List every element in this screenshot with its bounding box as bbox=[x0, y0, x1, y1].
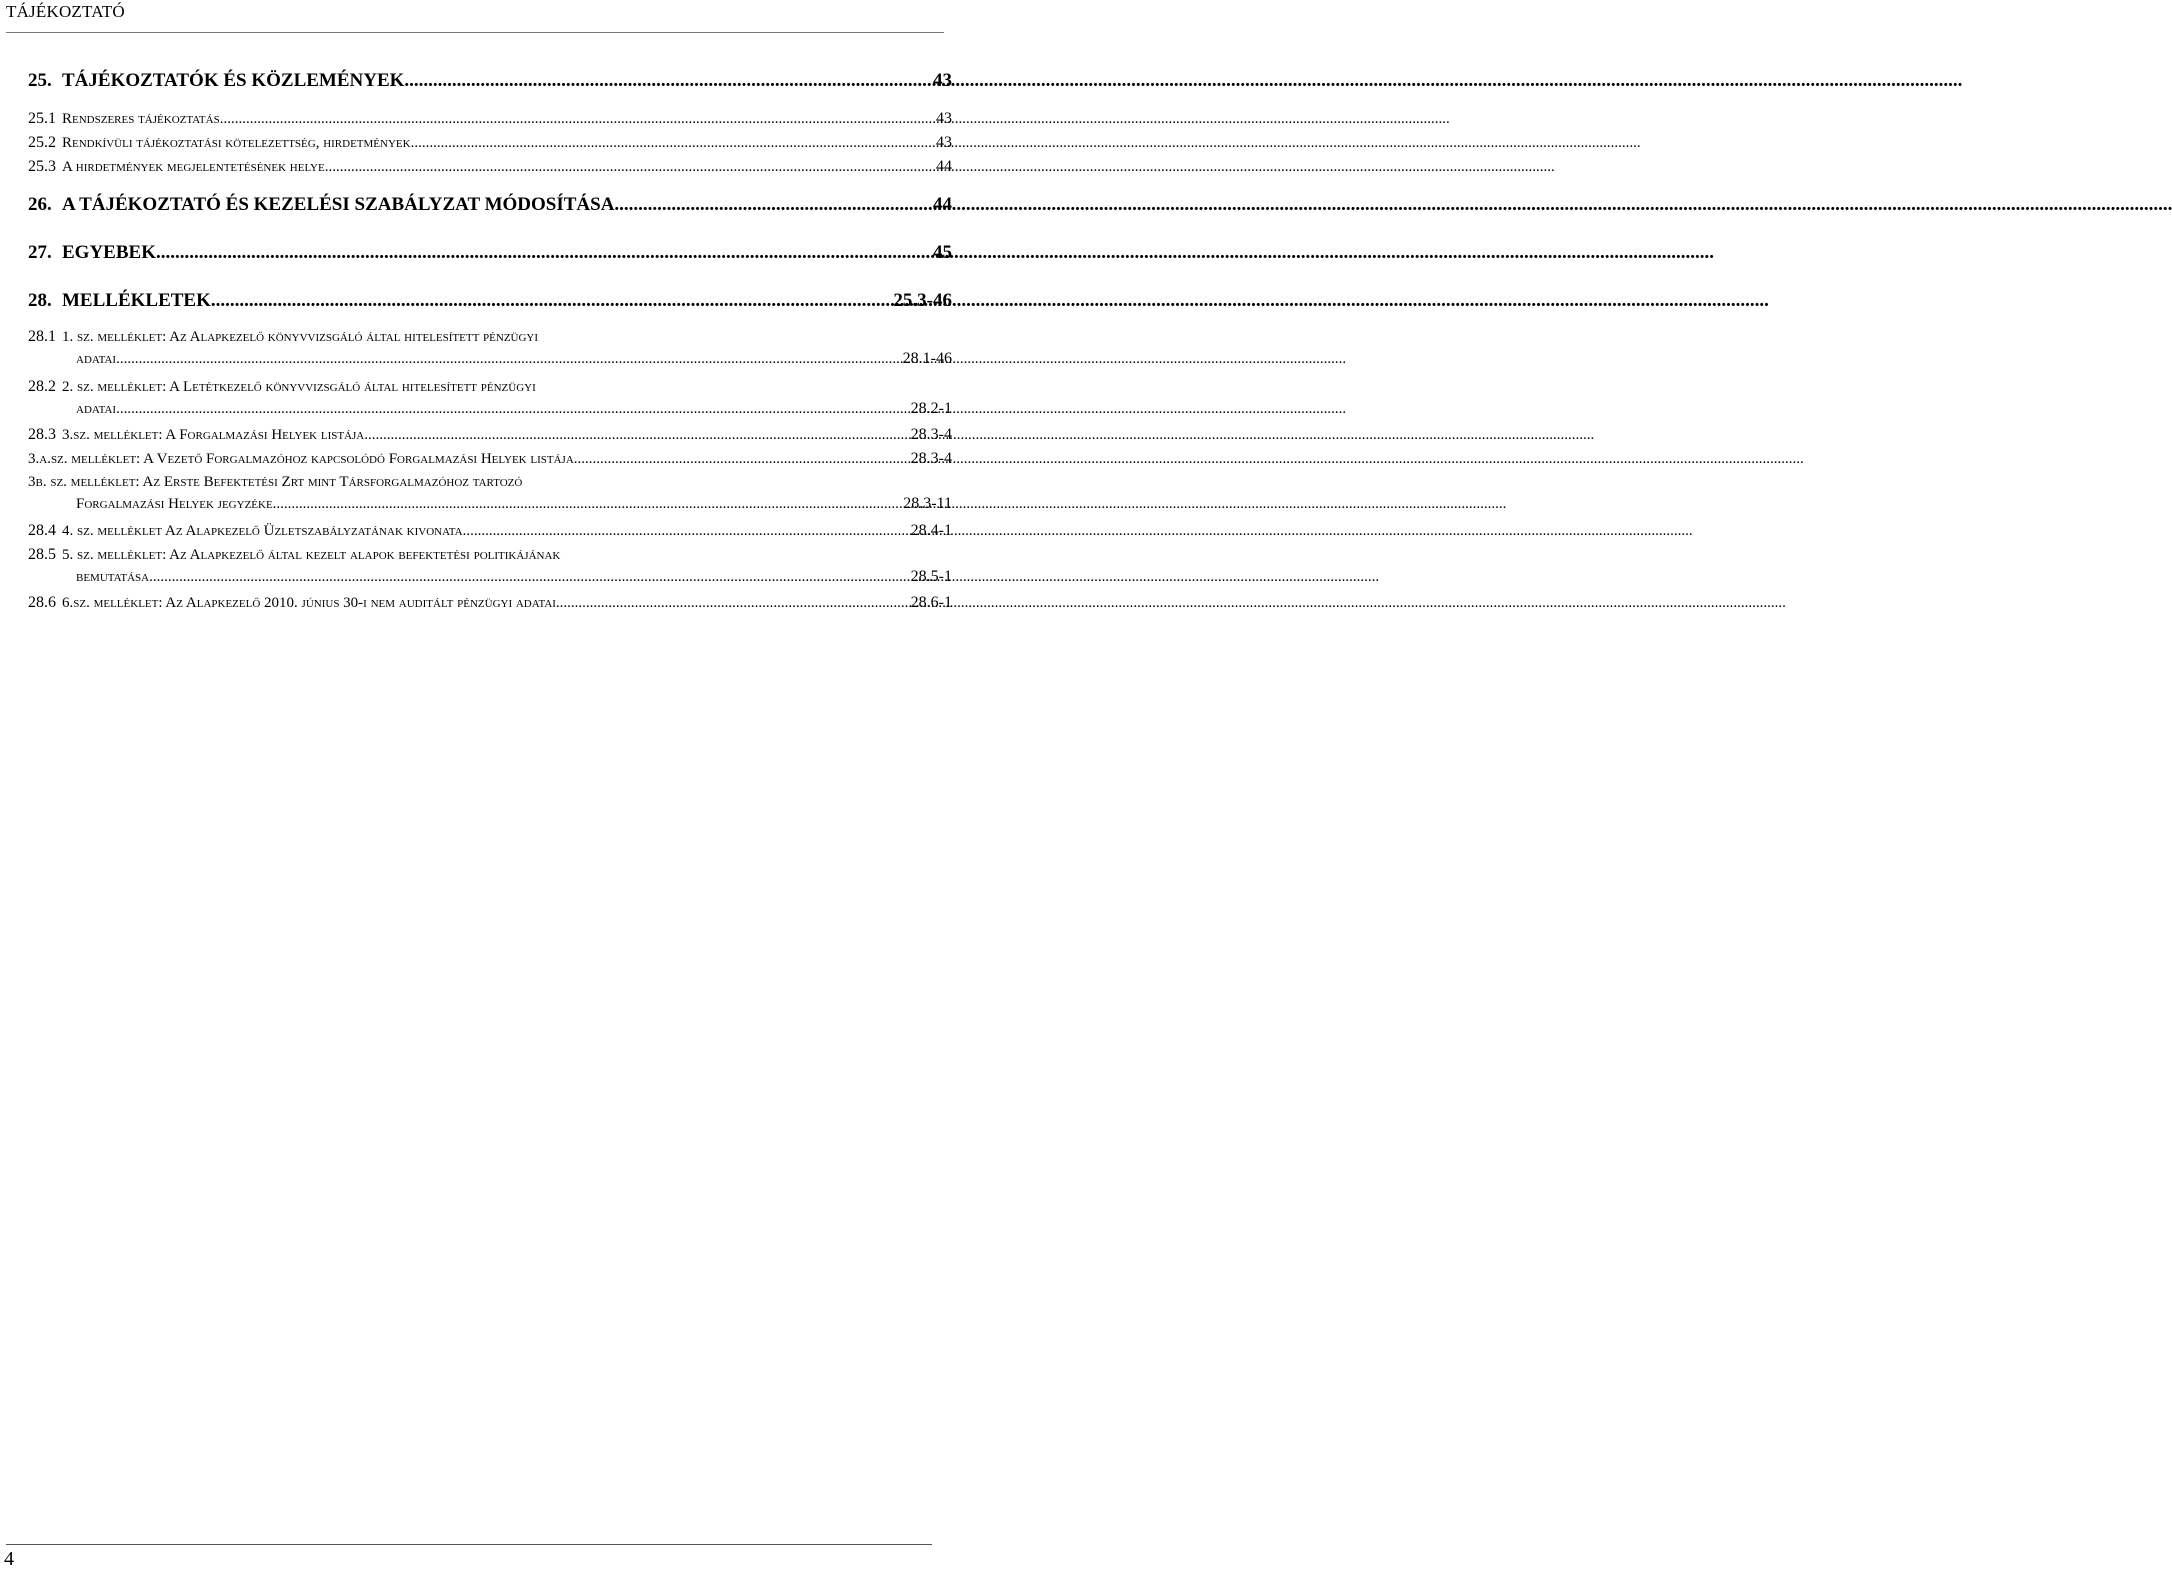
toc-leader bbox=[116, 401, 911, 418]
toc-entry-3a[interactable] bbox=[28, 450, 952, 468]
toc-title: MELLÉKLETEK bbox=[62, 290, 211, 311]
toc-title: 5. sz. melléklet: Az Alapkezelő által kezelt alapok befektetési politikájának bbox=[62, 547, 561, 563]
toc-title: A TÁJÉKOZTATÓ ÉS KEZELÉSI SZABÁLYZAT MÓDOSÍTÁSA bbox=[62, 194, 615, 215]
toc-number: 25.3 bbox=[28, 158, 56, 175]
toc-entry-25-1[interactable] bbox=[28, 110, 952, 128]
toc-title: TÁJÉKOZTATÓK ÉS KÖZLEMÉNYEK bbox=[62, 70, 405, 91]
toc-title-continued: bemutatása bbox=[76, 569, 150, 585]
toc-number: 28.4 bbox=[28, 522, 56, 539]
toc-leader bbox=[211, 290, 894, 312]
toc-entry-28-1[interactable] bbox=[28, 328, 952, 368]
toc-leader bbox=[556, 595, 911, 612]
toc-leader bbox=[156, 242, 933, 264]
toc-entry-25-3[interactable] bbox=[28, 158, 952, 176]
toc-entry-28[interactable] bbox=[28, 290, 952, 312]
header-title: TÁJÉKOZTATÓ bbox=[6, 2, 125, 21]
toc-title: Rendszeres tájékoztatás bbox=[62, 111, 220, 127]
toc-title: A hirdetmények megjelentetésének helye bbox=[62, 159, 325, 175]
toc-leader bbox=[364, 427, 910, 444]
toc-title: EGYEBEK bbox=[62, 242, 156, 263]
toc-page: 25.3-46 bbox=[893, 290, 952, 311]
toc-leader bbox=[463, 523, 911, 540]
toc-leader bbox=[411, 135, 936, 152]
toc-page: 28.5-1 bbox=[910, 568, 952, 585]
toc-number: 28.1 bbox=[28, 328, 56, 345]
toc-page: 43 bbox=[936, 134, 952, 151]
footer-page-number: 4 bbox=[4, 1548, 14, 1570]
toc-leader bbox=[614, 194, 933, 216]
toc-title: 3.a.sz. melléklet: A Vezető Forgalmazóhoz kapcsolódó Forgalmazási Helyek listája bbox=[28, 451, 574, 467]
toc-number: 25.1 bbox=[28, 110, 56, 127]
toc-leader bbox=[149, 569, 911, 586]
toc-number: 28.6 bbox=[28, 594, 56, 611]
toc-title: 6.sz. melléklet: Az Alapkezelő 2010. június 30-i nem auditált pénzügyi adatai bbox=[62, 595, 556, 611]
toc-page: 28.3-4 bbox=[910, 426, 952, 443]
toc-title-continued: adatai bbox=[76, 351, 117, 367]
toc-entry-28-3[interactable] bbox=[28, 426, 952, 444]
toc-page: 28.1-46 bbox=[902, 350, 952, 367]
toc-leader bbox=[116, 351, 903, 368]
toc-number: 26. bbox=[28, 194, 52, 215]
toc-number: 28.5 bbox=[28, 546, 56, 563]
toc-leader bbox=[325, 159, 936, 176]
toc-leader bbox=[404, 70, 933, 92]
toc-page: 28.6-1 bbox=[910, 594, 952, 611]
toc-leader bbox=[276, 496, 903, 513]
toc-title: 3.sz. melléklet: A Forgalmazási Helyek listája bbox=[62, 427, 365, 443]
toc-number: 25.2 bbox=[28, 134, 56, 151]
toc-entry-28-4[interactable] bbox=[28, 522, 952, 540]
toc-leader bbox=[220, 111, 936, 128]
toc-page: 45 bbox=[933, 242, 952, 263]
toc-entry-28-5[interactable] bbox=[28, 546, 952, 586]
toc-number: 28.3 bbox=[28, 426, 56, 443]
toc-page: 28.3-4 bbox=[910, 450, 952, 467]
toc-page: 28.4-1 bbox=[910, 522, 952, 539]
toc-entry-25-2[interactable] bbox=[28, 134, 952, 152]
toc-entry-25[interactable] bbox=[28, 70, 952, 92]
toc-number: 28.2 bbox=[28, 378, 56, 395]
toc-entry-28-2[interactable] bbox=[28, 378, 952, 418]
toc-page: 43 bbox=[933, 70, 952, 91]
toc-number: 28. bbox=[28, 290, 52, 311]
toc-title-continued: adatai bbox=[76, 401, 117, 417]
toc-leader bbox=[574, 451, 911, 468]
toc-entry-27[interactable] bbox=[28, 242, 952, 264]
header-divider bbox=[6, 32, 944, 33]
toc-page: 28.3-11 bbox=[903, 495, 952, 512]
toc-entry-26[interactable] bbox=[28, 194, 952, 216]
toc-number: 25. bbox=[28, 70, 52, 91]
toc-title-continued: Forgalmazási Helyek jegyzéke. bbox=[76, 496, 277, 512]
toc-title: 4. sz. melléklet Az Alapkezelő Üzletszabályzatának kivonata bbox=[62, 523, 463, 539]
toc-page: 44 bbox=[936, 158, 952, 175]
footer-divider bbox=[6, 1544, 932, 1545]
toc-title: 2. sz. melléklet: A Letétkezelő könyvvizsgáló által hitelesített pénzügyi bbox=[62, 379, 536, 395]
toc-title: Rendkívüli tájékoztatási kötelezettség, hirdetmények bbox=[62, 135, 411, 151]
toc-title: 1. sz. melléklet: Az Alapkezelő könyvvizsgáló által hitelesített pénzügyi bbox=[62, 329, 539, 345]
toc-number: 27. bbox=[28, 242, 52, 263]
toc-page: 44 bbox=[933, 194, 952, 215]
toc-page: 43 bbox=[936, 110, 952, 127]
toc-page: 28.2-1 bbox=[910, 400, 952, 417]
toc-entry-3b[interactable] bbox=[28, 474, 952, 513]
toc-entry-28-6[interactable] bbox=[28, 594, 952, 612]
toc-title: 3b. sz. melléklet: Az Erste Befektetési Zrt mint Társforgalmazóhoz tartozó bbox=[28, 474, 523, 490]
